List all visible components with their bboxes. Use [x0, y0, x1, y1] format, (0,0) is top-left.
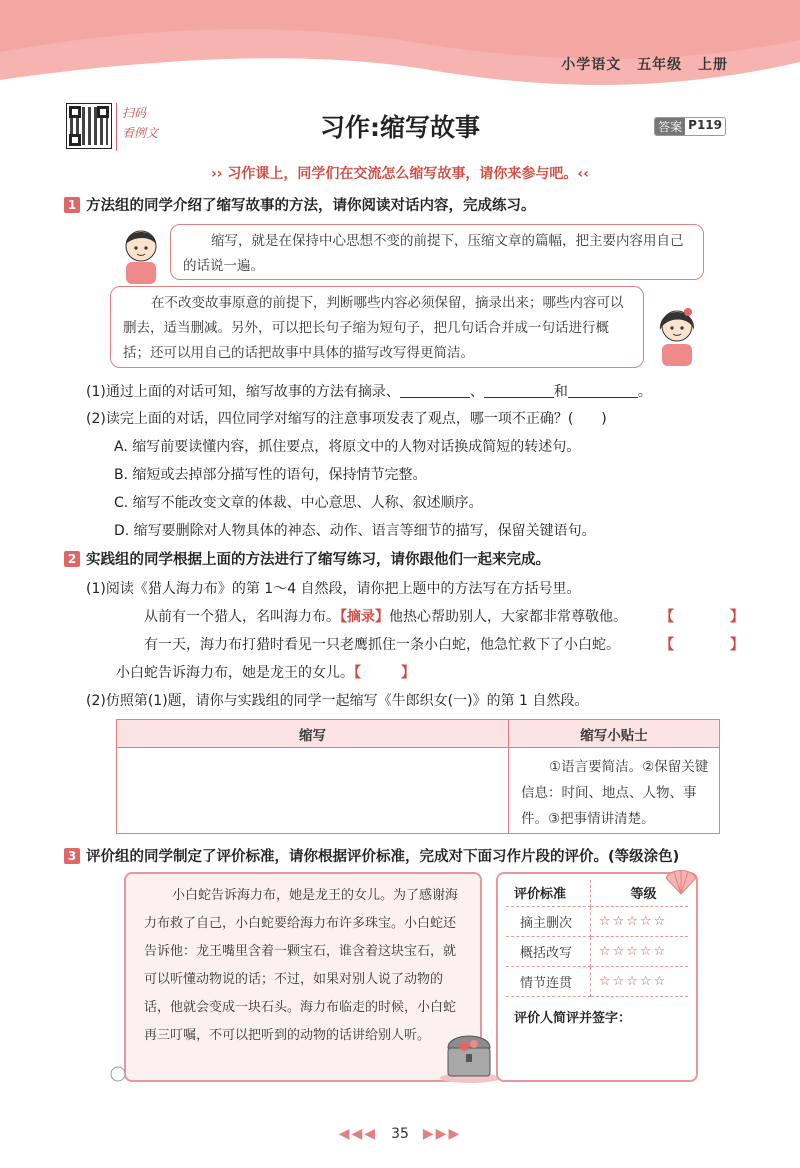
q2-heading	[64, 548, 550, 569]
q2-line2-answer[interactable]: 【 】	[660, 637, 744, 653]
q3-heading-text: 评价组的同学制定了评价标准，请你根据评价标准，完成对下面习作片段的评价。(等级涂色)	[86, 849, 680, 865]
header-band	[0, 0, 800, 90]
q1-option-c[interactable]: C. 缩写不能改变文章的体裁、中心意思、人称、叙述顺序。	[114, 495, 483, 511]
q1-number: 1	[64, 197, 80, 213]
q1-sub1	[86, 381, 652, 401]
bubble1-text: 缩写，就是在保持中心思想不变的前提下，压缩文章的篇幅，把主要内容用自己的话说一遍。	[183, 233, 684, 274]
page-number: 35	[391, 1126, 409, 1142]
tips-text: ①语言要简洁。②保留关键信息：时间、地点、人物、事件。③把事情讲清楚。	[521, 759, 709, 827]
criteria-3-name: 情节连贯	[506, 966, 590, 996]
evaluation-card	[496, 872, 698, 1082]
speech-bubble-boy	[170, 224, 704, 280]
answer-label: 答案	[655, 118, 685, 135]
girl-avatar	[652, 300, 702, 370]
q1-option-a[interactable]: A. 缩写前要读懂内容，抓住要点，将原文中的人物对话换成简短的转述句。	[114, 439, 581, 455]
story-text: 小白蛇告诉海力布，她是龙王的女儿。为了感谢海力布救了自己，小白蛇要给海力布许多珠宝。小白蛇还告诉他：龙王嘴里含着一颗宝石，谁含着这块宝石，就可以听懂动物说的话；不过，如果对别人说了动物的话，他就会变成一块石头。海力布临走的时候，小白蛇再三叮嘱，不可以把听到的动物的话讲给别人听。	[144, 888, 459, 1043]
blank-2[interactable]	[484, 384, 554, 398]
q1-sub1-b: 、	[469, 384, 484, 400]
scan-label-line1: 扫码	[122, 106, 147, 120]
treasure-chest-icon	[438, 1024, 502, 1088]
q1-sub1-c: 和	[553, 384, 568, 400]
shell-icon	[664, 866, 698, 900]
q2-line3-answer[interactable]: 【 】	[354, 665, 415, 681]
speech-bubble-girl	[110, 286, 644, 368]
q1-heading	[64, 194, 536, 215]
criteria-2-name: 概括改写	[506, 936, 590, 966]
q2-heading-text: 实践组的同学根据上面的方法进行了缩写练习，请你跟他们一起来完成。	[86, 552, 550, 568]
q2-sub2: (2)仿照第(1)题，请你与实践组的同学一起缩写《牛郎织女(一)》的第 1 自然段。	[86, 693, 589, 709]
criteria-1-stars[interactable]: ☆☆☆☆☆	[590, 906, 688, 936]
q1-option-b[interactable]: B. 缩短或去掉部分描写性的语句，保持情节完整。	[114, 467, 427, 483]
footer-right-arrows: ▶▶▶	[422, 1126, 462, 1142]
blank-1[interactable]	[400, 384, 470, 398]
page-footer	[0, 1126, 800, 1142]
q3-number: 3	[64, 848, 80, 864]
header-info	[551, 54, 728, 74]
q2-line3	[116, 662, 415, 682]
header-grade: 五年级	[637, 57, 683, 73]
q1-option-d[interactable]: D. 缩写要删除对人物具体的神态、动作、语言等细节的描写，保留关键语句。	[114, 523, 596, 539]
intro-text: ›› 习作课上，同学们在交流怎么缩写故事，请你来参与吧。‹‹	[211, 166, 589, 182]
table-head-rewrite: 缩写	[117, 720, 509, 748]
q3-heading	[64, 845, 679, 866]
footer-left-arrows: ◀◀◀	[338, 1126, 378, 1142]
table-head-tips: 缩写小贴士	[509, 720, 720, 748]
q2-line2: 有一天，海力布打猎时看见一只老鹰抓住一条小白蛇，他急忙救下了小白蛇。	[144, 637, 620, 653]
boy-avatar	[116, 222, 166, 288]
criteria-3-stars[interactable]: ☆☆☆☆☆	[590, 966, 688, 996]
q2-line1-b: 他热心帮助别人，大家都非常尊敬他。	[389, 609, 627, 625]
pearl-icon	[108, 1064, 128, 1088]
story-passage	[124, 872, 482, 1082]
q2-line3-text: 小白蛇告诉海力布，她是龙王的女儿。	[116, 665, 354, 681]
header-volume: 上册	[698, 57, 728, 73]
q2-number: 2	[64, 551, 80, 567]
q1-sub2[interactable]: (2)读完上面的对话，四位同学对缩写的注意事项发表了观点，哪一项不正确？( )	[86, 411, 607, 427]
answer-page: P119	[688, 118, 722, 132]
signature-label[interactable]: 评价人简评并签字：	[514, 1010, 632, 1026]
answer-badge	[654, 117, 726, 136]
criteria-1-name: 摘主删次	[506, 906, 590, 936]
header-subject: 小学语文	[561, 57, 622, 73]
page-title: 习作:缩写故事	[320, 113, 480, 142]
q2-line1-fill: 【摘录】	[340, 609, 389, 625]
eval-head-grade: 等级	[590, 880, 688, 906]
q1-sub1-d: 。	[637, 384, 652, 400]
q2-line1	[144, 606, 627, 626]
rewrite-table	[116, 719, 720, 834]
blank-3[interactable]	[568, 384, 638, 398]
scan-label-line2: 看例文	[122, 126, 159, 140]
q1-heading-text: 方法组的同学介绍了缩写故事的方法，请你阅读对话内容，完成练习。	[86, 198, 536, 214]
q2-sub1: (1)阅读《猎人海力布》的第 1～4 自然段，请你把上题中的方法写在方括号里。	[86, 581, 581, 597]
q2-line1-text: 从前有一个猎人，名叫海力布。	[144, 609, 340, 625]
q1-sub1-a: (1)通过上面的对话可知，缩写故事的方法有摘录、	[86, 384, 400, 400]
criteria-2-stars[interactable]: ☆☆☆☆☆	[590, 936, 688, 966]
bubble2-text: 在不改变故事原意的前提下，判断哪些内容必须保留，摘录出来；哪些内容可以删去，适当删减。另外，可以把长句子缩为短句子，把几句话合并成一句话进行概括；还可以用自己的话把故事中具体的描写改写得更简洁。	[123, 295, 624, 361]
q2-line1-answer[interactable]: 【 】	[660, 609, 744, 625]
rewrite-answer-cell[interactable]	[117, 748, 509, 834]
eval-head-criteria: 评价标准	[506, 880, 590, 906]
